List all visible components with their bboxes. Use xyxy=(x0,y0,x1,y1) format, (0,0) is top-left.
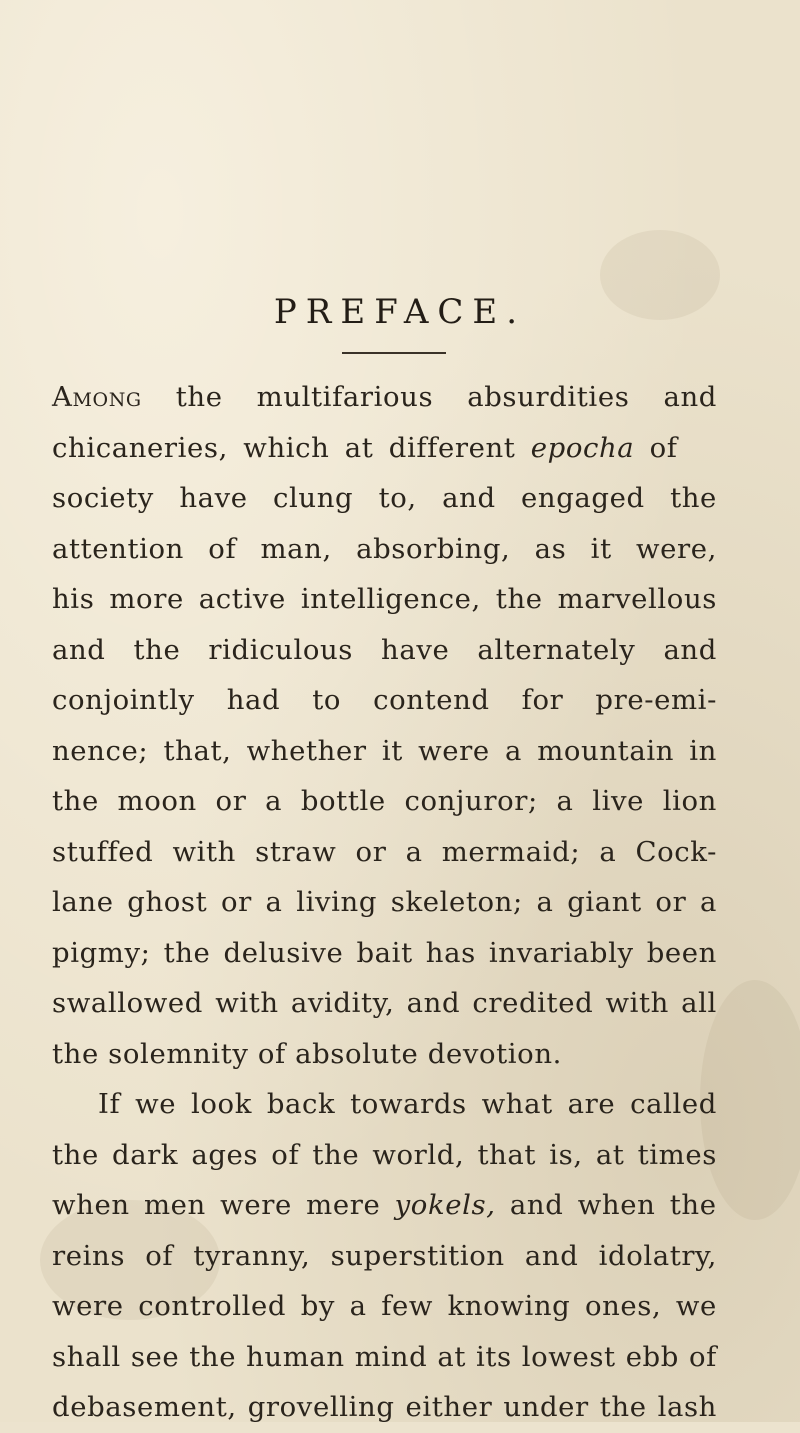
word: had xyxy=(226,684,281,716)
word: the xyxy=(312,1138,360,1171)
word: it xyxy=(381,734,403,767)
word: ages xyxy=(191,1138,259,1171)
word: lowest xyxy=(521,1340,616,1373)
text-line xyxy=(52,978,717,1029)
italic-word: yokels, xyxy=(394,1189,496,1221)
word: what xyxy=(481,1088,553,1120)
word: we xyxy=(135,1088,177,1120)
word: alternately xyxy=(477,633,636,666)
word: to xyxy=(312,684,342,716)
word: the xyxy=(52,1138,99,1171)
text-line xyxy=(52,1382,717,1433)
word: with xyxy=(215,987,279,1019)
word: absurdities xyxy=(467,381,630,413)
word: were xyxy=(52,1290,124,1322)
word: engaged xyxy=(521,482,645,514)
word: a xyxy=(405,835,423,868)
word: a xyxy=(265,886,283,918)
word: debasement, xyxy=(52,1391,237,1423)
word: giant xyxy=(567,886,642,918)
word: and xyxy=(406,987,461,1019)
text-line xyxy=(52,423,717,474)
word: of xyxy=(145,1239,174,1272)
word: pre-emi- xyxy=(595,684,717,716)
word: called xyxy=(630,1088,717,1120)
text-line xyxy=(52,372,717,423)
word: back xyxy=(266,1088,336,1120)
word: bait xyxy=(356,936,413,969)
word: ridiculous xyxy=(208,633,354,666)
word: skeleton; xyxy=(390,886,523,918)
text-line xyxy=(52,1231,717,1282)
word: towards xyxy=(350,1088,467,1120)
word: in xyxy=(689,734,717,767)
text-span: chicaneries, which at different xyxy=(52,431,531,464)
word: active xyxy=(198,583,286,615)
word: society xyxy=(52,482,154,514)
text-line xyxy=(52,524,717,575)
word: human xyxy=(246,1340,345,1373)
word: that xyxy=(477,1138,537,1171)
word: controlled xyxy=(138,1290,287,1322)
word: that, xyxy=(163,734,232,767)
word: lash xyxy=(657,1391,717,1423)
word: the xyxy=(163,936,211,969)
text-span: when men were mere xyxy=(52,1189,395,1221)
word: lane xyxy=(52,886,114,918)
word: of xyxy=(688,1340,717,1373)
word: is, xyxy=(549,1138,583,1171)
word: man, xyxy=(260,532,332,565)
word: as xyxy=(534,532,567,565)
word: ones, xyxy=(584,1290,662,1322)
word: the xyxy=(670,482,717,514)
word: credited xyxy=(472,987,594,1019)
word: of xyxy=(271,1138,300,1171)
word: clung xyxy=(273,482,354,514)
word: its xyxy=(475,1340,512,1373)
text-line xyxy=(52,1180,717,1231)
preface-text xyxy=(52,372,717,1433)
text-line xyxy=(52,675,717,726)
word: we xyxy=(675,1290,717,1322)
word: with xyxy=(172,835,236,868)
word: under xyxy=(503,1391,589,1423)
text-line xyxy=(52,473,717,524)
word: and xyxy=(524,1239,579,1272)
word: world, xyxy=(372,1138,465,1171)
word: avidity, xyxy=(290,987,395,1019)
word: a xyxy=(700,886,717,918)
word: and xyxy=(663,381,717,413)
word: If xyxy=(98,1088,121,1120)
word: Cock- xyxy=(635,835,717,868)
word: contend xyxy=(373,684,490,716)
word: his xyxy=(52,583,95,615)
word: conjuror; xyxy=(404,785,538,817)
word: absorbing, xyxy=(356,532,511,565)
word: look xyxy=(190,1088,252,1120)
word: has xyxy=(425,936,476,969)
word: delusive xyxy=(223,936,344,969)
word: were xyxy=(418,734,490,767)
text-line xyxy=(52,625,717,676)
word: all xyxy=(681,987,717,1019)
word: and xyxy=(442,482,496,514)
word: the xyxy=(133,633,181,666)
word: conjointly xyxy=(52,684,195,716)
word: and xyxy=(663,633,717,666)
word: have xyxy=(179,482,248,514)
word: a xyxy=(504,734,522,767)
text-line xyxy=(52,574,717,625)
word: been xyxy=(646,936,717,969)
word: few xyxy=(381,1290,433,1322)
word: see xyxy=(130,1340,180,1373)
word: nence; xyxy=(52,734,149,767)
word: moon xyxy=(117,785,197,817)
word: to, xyxy=(378,482,417,514)
word: it xyxy=(590,532,612,565)
word: intelligence, xyxy=(300,583,481,615)
text-span: and when the xyxy=(495,1189,717,1221)
word: or xyxy=(355,835,387,868)
word: a xyxy=(556,785,574,817)
word: whether xyxy=(246,734,367,767)
title-divider xyxy=(342,352,446,354)
word: or xyxy=(220,886,252,918)
word: straw xyxy=(255,835,337,868)
word: the xyxy=(175,381,223,413)
word: knowing xyxy=(447,1290,571,1322)
word: tyranny, xyxy=(193,1239,311,1272)
text-line xyxy=(52,877,717,928)
text-line xyxy=(52,928,717,979)
text-line: the solemnity of absolute devotion. xyxy=(52,1037,562,1070)
word: by xyxy=(300,1290,336,1322)
text-line xyxy=(52,1281,717,1332)
word: at xyxy=(437,1340,466,1373)
word: mermaid; xyxy=(441,835,581,868)
word: dark xyxy=(111,1138,179,1171)
word: or xyxy=(655,886,687,918)
word: marvellous xyxy=(557,583,717,615)
word: mind xyxy=(354,1340,428,1373)
word: ghost xyxy=(127,886,208,918)
word: were, xyxy=(636,532,717,565)
text-line xyxy=(52,1079,717,1130)
word: with xyxy=(605,987,669,1019)
drop-word: Among xyxy=(52,381,142,413)
word: a xyxy=(599,835,617,868)
word: stuffed xyxy=(52,835,154,868)
word: or xyxy=(215,785,247,817)
italic-word: epocha xyxy=(530,431,635,464)
word: a xyxy=(349,1290,367,1322)
word: invariably xyxy=(488,936,634,969)
word: multifarious xyxy=(256,381,434,413)
word: mountain xyxy=(537,734,675,767)
page-title: PREFACE. xyxy=(273,292,527,332)
word: a xyxy=(265,785,283,817)
text-line xyxy=(52,827,717,878)
word: bottle xyxy=(300,785,386,817)
word: attention xyxy=(52,532,184,565)
word: more xyxy=(109,583,184,615)
word: idolatry, xyxy=(598,1239,717,1272)
word: live xyxy=(592,785,645,817)
word: the xyxy=(599,1391,647,1423)
word: for xyxy=(521,684,564,716)
word: ebb xyxy=(625,1340,679,1373)
word: shall xyxy=(52,1340,121,1373)
word: living xyxy=(296,886,378,918)
word: of xyxy=(208,532,237,565)
text-line xyxy=(52,1332,717,1383)
word: at xyxy=(595,1138,625,1171)
text-line xyxy=(52,776,717,827)
word: pigmy; xyxy=(52,936,151,969)
word: either xyxy=(405,1391,493,1423)
text-line xyxy=(52,1130,717,1181)
word: have xyxy=(381,633,450,666)
word: superstition xyxy=(330,1239,505,1272)
word: the xyxy=(495,583,543,615)
word: the xyxy=(52,785,99,817)
word: are xyxy=(567,1088,616,1120)
word: swallowed xyxy=(52,987,204,1019)
word: grovelling xyxy=(247,1391,395,1423)
text-span: of xyxy=(634,431,678,464)
word: lion xyxy=(662,785,717,817)
word: the xyxy=(189,1340,237,1373)
text-line xyxy=(52,726,717,777)
word: a xyxy=(536,886,554,918)
word: reins xyxy=(52,1239,126,1272)
word: times xyxy=(637,1138,717,1171)
word: and xyxy=(52,633,106,666)
